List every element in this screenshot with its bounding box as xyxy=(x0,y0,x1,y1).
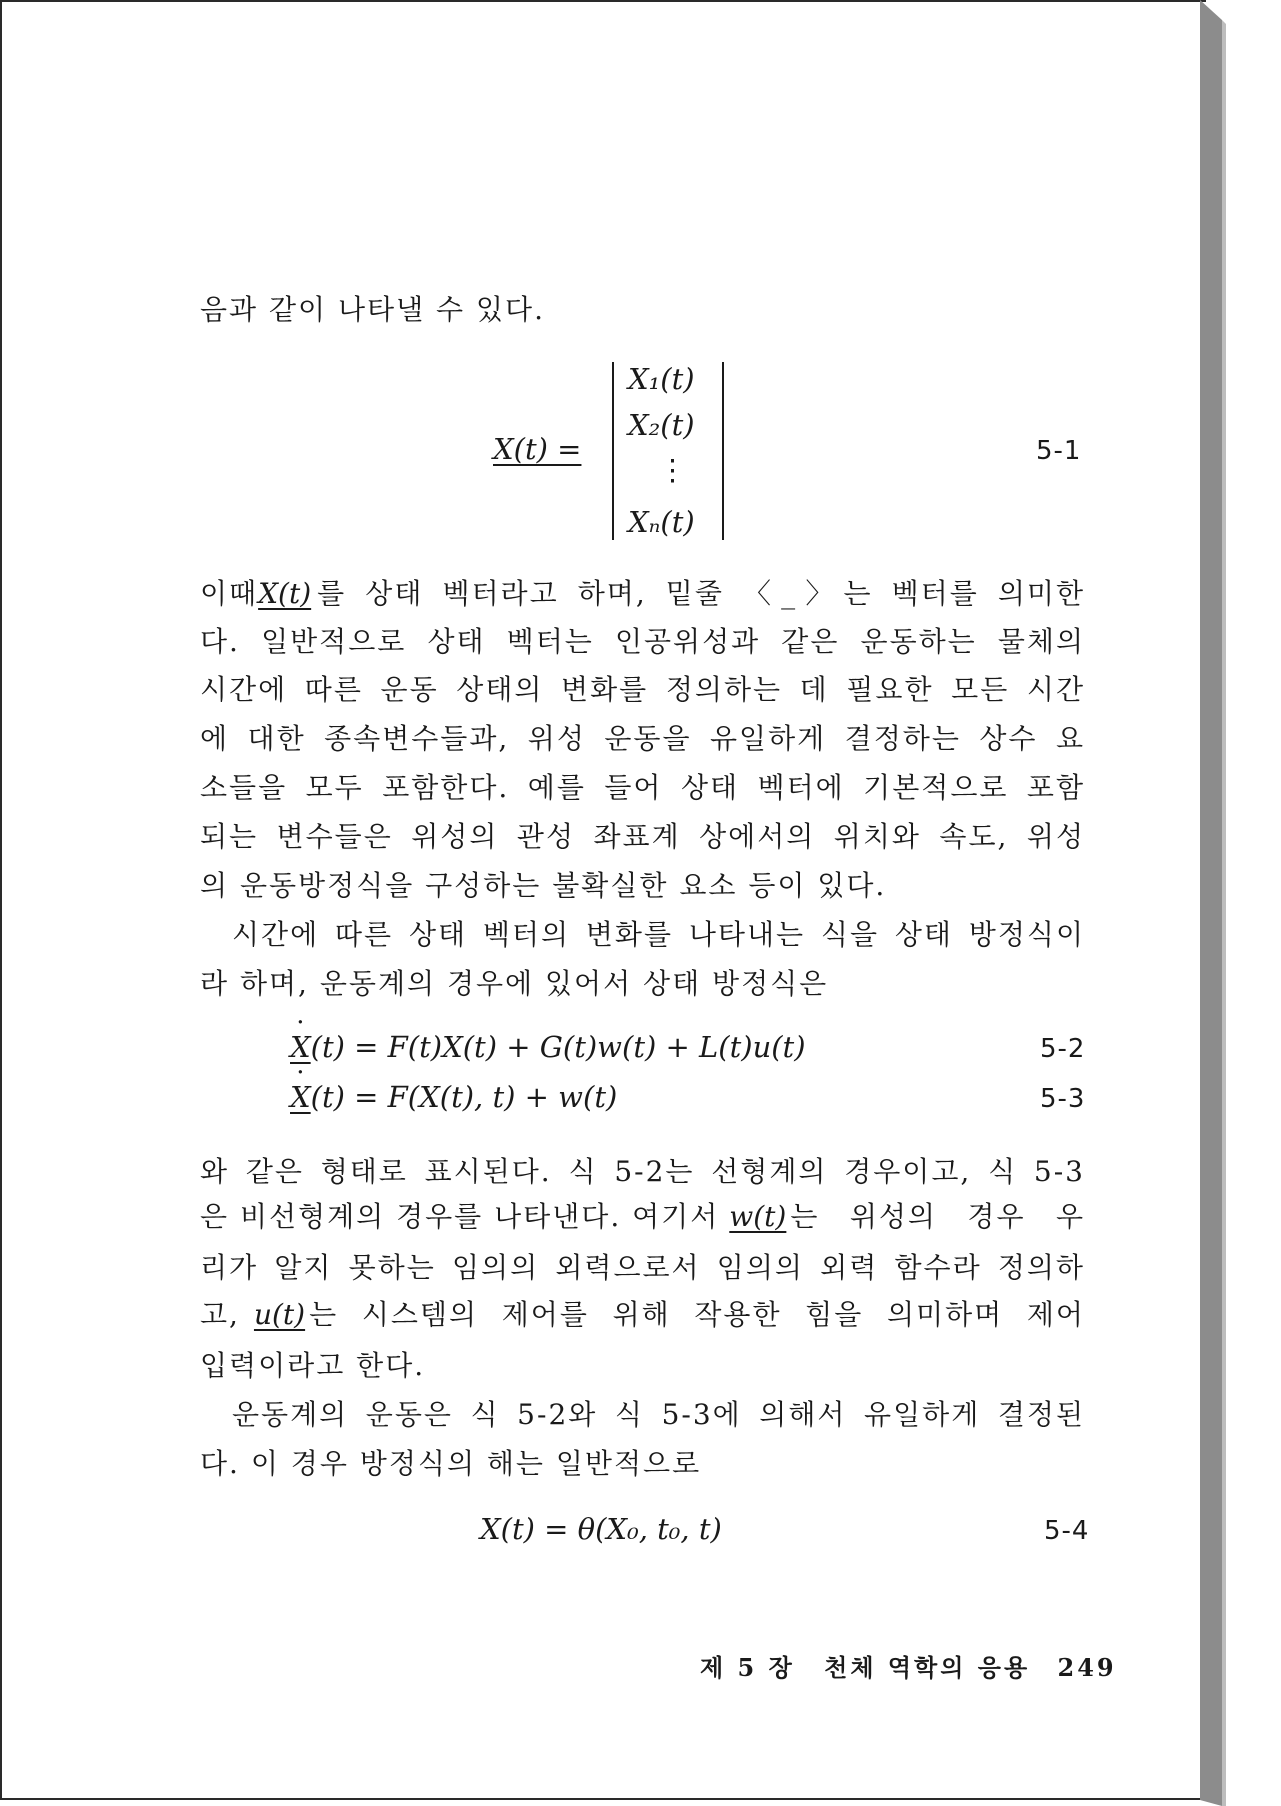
para3-line-1: 와 같은 형태로 표시된다. 식 5-2는 선형계의 경우이고, 식 5-3 xyxy=(200,1155,1085,1188)
para3-l4-pre: 고, xyxy=(200,1298,240,1331)
matrix-left-bar xyxy=(612,362,614,540)
eq1-entry-dots: ⋮ xyxy=(658,453,687,487)
para2-line-1: 시간에 따른 상태 벡터의 변화를 나타내는 식을 상태 방정식이 xyxy=(232,918,1085,951)
eq2-number: 5-2 xyxy=(1040,1034,1086,1064)
para1-line-3: 시간에 따른 운동 상태의 변화를 정의하는 데 필요한 모든 시간 xyxy=(200,673,1085,706)
eq1-lhs xyxy=(493,432,581,466)
eq2 xyxy=(290,1030,806,1064)
para4-line-2: 다. 이 경우 방정식의 해는 일반적으로 xyxy=(200,1447,702,1480)
para1-line-7: 의 운동방정식을 구성하는 불확실한 요소 등이 있다. xyxy=(200,869,887,902)
para1-line-2: 다. 일반적으로 상태 벡터는 인공위성과 같은 운동하는 물체의 xyxy=(200,625,1085,658)
para1-line-4: 에 대한 종속변수들과, 위성 운동을 유일하게 결정하는 상수 요 xyxy=(200,722,1085,755)
para2-line-2: 라 하며, 운동계의 경우에 있어서 상태 방정식은 xyxy=(200,967,829,1000)
para3-line-2 xyxy=(200,1197,1085,1237)
para1-line-5: 소들을 모두 포함한다. 예를 들어 상태 벡터에 기본적으로 포함 xyxy=(200,771,1085,804)
text-line-top: 음과 같이 나타낼 수 있다. xyxy=(200,293,545,326)
eq4-number: 5-4 xyxy=(1044,1516,1090,1546)
para1-l1-post: 를 상태 벡터라고 하며, 밑줄 〈_〉는 벡터를 의미한 xyxy=(317,577,1085,610)
footer-page-number: 249 xyxy=(1057,1653,1117,1682)
footer-chapter: 제 5 장 xyxy=(700,1653,795,1682)
para1-line-6: 되는 변수들은 위성의 관성 좌표계 상에서의 위치와 속도, 위성 xyxy=(200,820,1085,853)
eq3 xyxy=(290,1080,617,1114)
page-footer xyxy=(700,1648,1117,1683)
para4-line-1: 운동계의 운동은 식 5-2와 식 5-3에 의해서 유일하게 결정된 xyxy=(232,1398,1085,1431)
para3-l4-post: 는 시스템의 제어를 위해 작용한 힘을 의미하며 제어 xyxy=(309,1298,1085,1331)
para3-line-3: 리가 알지 못하는 임의의 외력으로서 임의의 외력 함수라 정의하 xyxy=(200,1251,1085,1284)
para3-line-5: 입력이라고 한다. xyxy=(200,1349,426,1382)
para3-l2-post: 는 위성의 경우 우 xyxy=(790,1200,1085,1233)
matrix-right-bar xyxy=(722,362,724,540)
eq3-number: 5-3 xyxy=(1040,1084,1086,1114)
eq1-number: 5-1 xyxy=(1036,436,1082,466)
para1-l1-pre: 이때 xyxy=(200,577,259,610)
eq1-entry-n: Xₙ(t) xyxy=(628,505,695,539)
eq3-xdot: · X xyxy=(290,1080,311,1114)
eq4: X(t) = θ(X₀, t₀, t) xyxy=(480,1512,722,1546)
para1-line-1 xyxy=(200,574,1085,614)
eq1-entry-1: X₁(t) xyxy=(628,362,695,396)
eq1-entry-2: X₂(t) xyxy=(628,408,695,442)
para3-l2-var: w(t) xyxy=(729,1200,787,1233)
para3-l2-pre: 은 비선형계의 경우를 나타낸다. 여기서 xyxy=(200,1200,720,1233)
eq2-text: (t) = F(t)X(t) + G(t)w(t) + L(t)u(t) xyxy=(310,1030,806,1064)
eq1-lhs-text: X(t) = xyxy=(493,432,582,466)
para3-line-4 xyxy=(200,1295,1085,1335)
para1-l1-var: X(t) xyxy=(258,577,312,610)
eq2-xdot: · X xyxy=(290,1030,311,1064)
page-edge-shadow xyxy=(1200,0,1240,1806)
footer-title: 천체 역학의 응용 xyxy=(824,1653,1031,1682)
para3-l4-var: u(t) xyxy=(253,1298,306,1331)
eq3-text: (t) = F(X(t), t) + w(t) xyxy=(310,1080,618,1114)
